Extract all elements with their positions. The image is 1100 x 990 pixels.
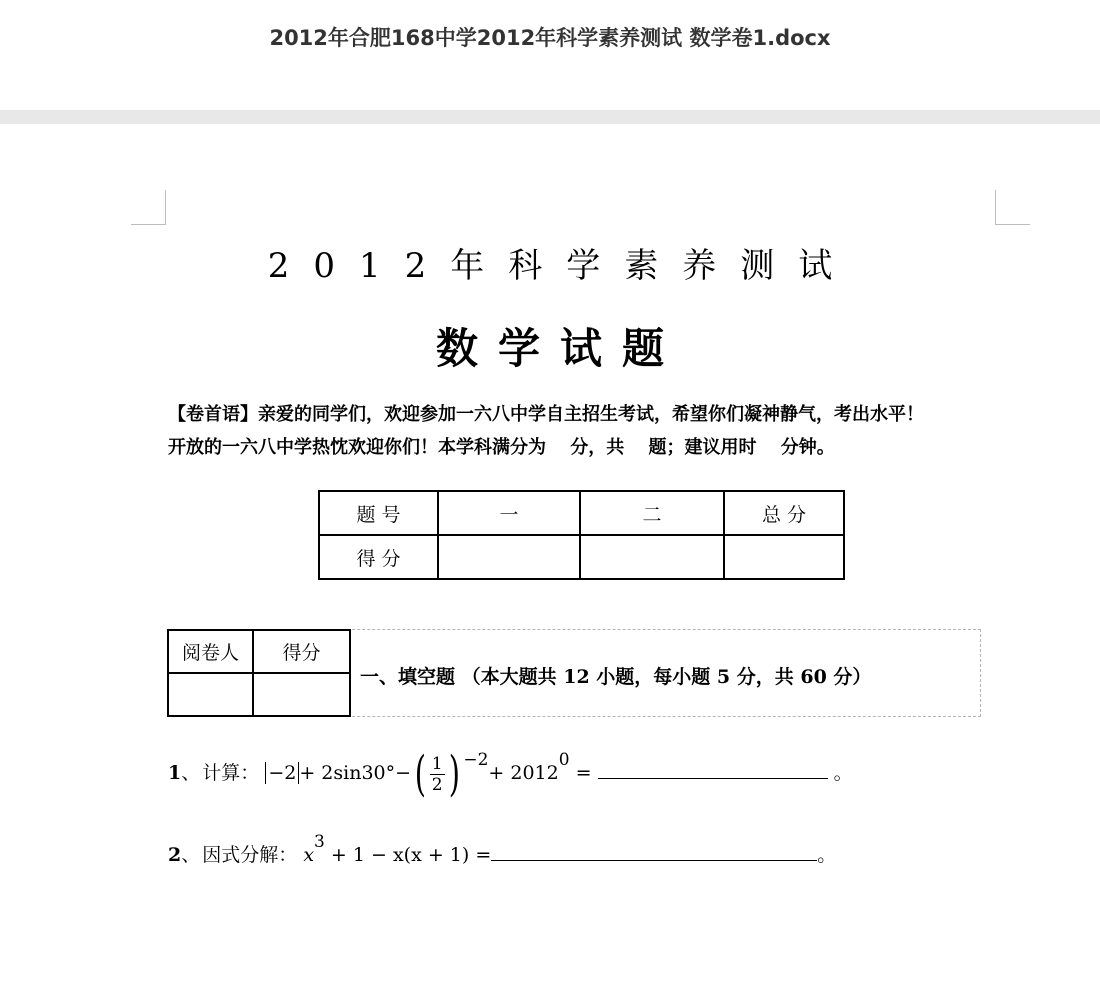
- question-separator: 、: [181, 844, 201, 866]
- preface-line-1: 【卷首语】亲爱的同学们，欢迎参加一六八中学自主招生考试，希望你们凝神静气，考出水平！: [168, 404, 924, 425]
- score-table: [318, 490, 845, 580]
- exponent: −2: [463, 750, 489, 770]
- exponent: 0: [558, 750, 570, 770]
- score-row-label: 得 分: [319, 535, 438, 579]
- grader-table: [167, 629, 351, 717]
- grader-header-cell: 得分: [253, 630, 350, 673]
- question-end: 。: [833, 762, 853, 784]
- math-term: + 2sin30°−: [299, 762, 412, 784]
- math-variable: x: [303, 844, 315, 866]
- math-expression: [303, 832, 492, 866]
- score-header-cell: 题 号: [319, 491, 438, 535]
- question-number: 1: [168, 762, 182, 784]
- score-table-score-row: [319, 535, 844, 579]
- question-end: 。: [817, 844, 837, 866]
- score-header-cell: 总 分: [724, 491, 844, 535]
- question-separator: 、: [181, 762, 201, 784]
- answer-blank[interactable]: [598, 760, 828, 779]
- left-paren: (: [414, 746, 427, 802]
- answer-blank[interactable]: [491, 842, 817, 861]
- math-term: + 2012: [488, 762, 559, 784]
- question-label: 计算：: [202, 762, 260, 784]
- page-gutter: [0, 110, 1100, 125]
- score-header-cell: 一: [438, 491, 580, 535]
- math-term: + 1 − x(x + 1) =: [324, 844, 492, 866]
- document-filename: 2012年合肥168中学2012年科学素养测试 数学卷1.docx: [269, 26, 831, 50]
- subject-title: 数学试题: [435, 324, 684, 373]
- preface-line-2: 开放的一六八中学热忱欢迎你们！本学科满分为 分，共 题；建议用时 分钟。: [168, 437, 835, 458]
- score-cell[interactable]: [580, 535, 724, 579]
- question-2: [168, 832, 836, 867]
- score-cell[interactable]: [724, 535, 844, 579]
- math-expression: [265, 746, 597, 802]
- title-bar: [0, 0, 1100, 110]
- grader-header-row: [168, 630, 350, 673]
- grader-cell[interactable]: [168, 673, 253, 716]
- margin-corner-right: [995, 190, 1030, 225]
- right-paren: ): [448, 746, 460, 802]
- score-table-header-row: [319, 491, 844, 535]
- question-label: 因式分解：: [202, 844, 298, 866]
- grader-value-row: [168, 673, 350, 716]
- preface: [168, 398, 1008, 464]
- absolute-value: −2: [265, 762, 299, 784]
- equals-sign: =: [569, 762, 592, 784]
- margin-corner-left: [131, 190, 166, 225]
- grader-cell[interactable]: [253, 673, 350, 716]
- question-1: [168, 746, 853, 810]
- exponent: 3: [314, 832, 325, 852]
- grader-header-cell: 阅卷人: [168, 630, 253, 673]
- question-number: 2: [168, 844, 182, 866]
- test-title: 2012年科学素养测试: [267, 246, 857, 286]
- fraction: [430, 754, 445, 795]
- score-cell[interactable]: [438, 535, 580, 579]
- section-heading: 一、填空题 （本大题共 12 小题，每小题 5 分，共 60 分）: [360, 666, 872, 688]
- fraction-denominator: 2: [431, 774, 443, 795]
- fraction-numerator: 1: [431, 753, 443, 774]
- score-header-cell: 二: [580, 491, 724, 535]
